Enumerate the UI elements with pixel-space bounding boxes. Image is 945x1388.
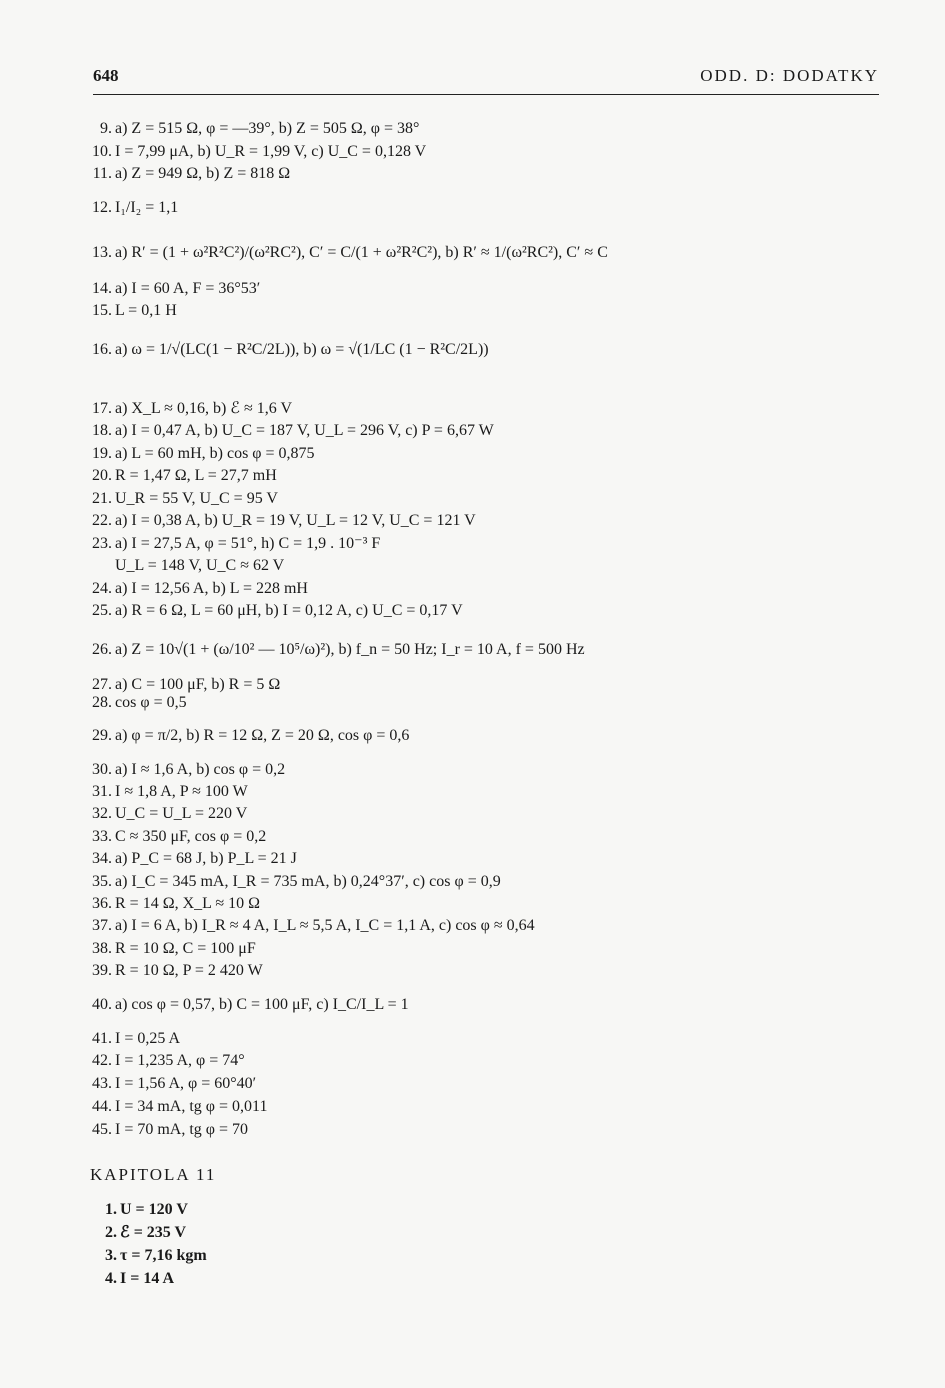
answer-text: a) I ≈ 1,6 A, b) cos φ = 0,2 [115, 761, 286, 778]
answer-text: I = 1,56 A, φ = 60°40′ [115, 1075, 257, 1092]
answer-number: 12. [92, 199, 112, 216]
answer-line [0, 198, 178, 218]
answer-line [0, 601, 463, 621]
answer-line [0, 1120, 248, 1140]
answer-line [0, 1246, 207, 1266]
answer-line [0, 961, 263, 981]
answer-line [0, 466, 277, 486]
answer-number: 25. [92, 602, 112, 619]
answer-text: I = 7,99 μA, b) U_R = 1,99 V, c) U_C = 0,128 V [115, 143, 427, 160]
answer-line [0, 872, 501, 892]
answer-text: L = 0,1 H [115, 302, 177, 319]
answer-number: 28. [92, 694, 112, 711]
answer-line [0, 804, 247, 824]
answer-text: U = 120 V [120, 1201, 188, 1218]
answer-text: a) Z = 10√(1 + (ω/10² — 10⁵/ω)²), b) f_n = 50 Hz; I_r = 10 A, f = 500 Hz [115, 641, 585, 658]
answer-number: 35. [92, 873, 112, 890]
answer-text: U_R = 55 V, U_C = 95 V [115, 490, 278, 507]
answer-text: a) I = 6 A, b) I_R ≈ 4 A, I_L ≈ 5,5 A, I_C = 1,1 A, c) cos φ ≈ 0,64 [115, 917, 535, 934]
answer-number: 39. [92, 962, 112, 979]
answer-line [0, 726, 409, 746]
answer-number: 29. [92, 727, 112, 744]
answer-number: 24. [92, 580, 112, 597]
answer-text: U_C = U_L = 220 V [115, 805, 248, 822]
answer-number: 37. [92, 917, 112, 934]
answer-line [0, 444, 315, 464]
answer-number: 22. [92, 512, 112, 529]
answer-text: R = 10 Ω, C = 100 μF [115, 940, 256, 957]
answer-line [0, 301, 177, 321]
answer-line [0, 511, 476, 531]
answer-text: a) Z = 515 Ω, φ = —39°, b) Z = 505 Ω, φ = 38° [115, 120, 420, 137]
answer-line [0, 1051, 245, 1071]
answer-number: 1. [105, 1201, 117, 1218]
answer-number: 4. [105, 1270, 117, 1287]
answer-line [0, 1029, 180, 1049]
answer-number: 33. [92, 828, 112, 845]
answer-text: a) I = 0,47 A, b) U_C = 187 V, U_L = 296 V, c) P = 6,67 W [115, 422, 494, 439]
answer-number: 42. [92, 1052, 112, 1069]
answer-text: a) I = 60 A, F = 36°53′ [115, 280, 261, 297]
answer-number: 23. [92, 535, 112, 552]
answer-line [0, 693, 187, 713]
answer-line [0, 164, 290, 184]
answer-text: cos φ = 0,5 [115, 694, 187, 711]
answer-text: I = 1,235 A, φ = 74° [115, 1052, 245, 1069]
answer-line [0, 340, 489, 360]
answer-line [0, 782, 248, 802]
answer-text: a) I = 12,56 A, b) L = 228 mH [115, 580, 308, 597]
answer-number: 21. [92, 490, 112, 507]
answer-number: 36. [92, 895, 112, 912]
answer-text: I = 34 mA, tg φ = 0,011 [115, 1098, 268, 1115]
answer-text: a) φ = π/2, b) R = 12 Ω, Z = 20 Ω, cos φ = 0,6 [115, 727, 410, 744]
answer-line [0, 142, 426, 162]
answer-text: a) X_L ≈ 0,16, b) ℰ ≈ 1,6 V [115, 400, 293, 417]
answer-number: 9. [100, 120, 112, 137]
answer-text: a) cos φ = 0,57, b) C = 100 μF, c) I_C/I_L = 1 [115, 996, 409, 1013]
answer-number: 32. [92, 805, 112, 822]
answer-text: R = 10 Ω, P = 2 420 W [115, 962, 263, 979]
answer-text: I = 14 A [120, 1270, 175, 1287]
running-title: ODD. D: DODATKY [700, 66, 879, 85]
answer-text: a) I_C = 345 mA, I_R = 735 mA, b) 0,24°37′, c) cos φ = 0,9 [115, 873, 501, 890]
answer-number: 14. [92, 280, 112, 297]
answer-number: 20. [92, 467, 112, 484]
answer-line [0, 1223, 186, 1243]
answer-number: 26. [92, 641, 112, 658]
answer-text: a) R = 6 Ω, L = 60 μH, b) I = 0,12 A, c) U_C = 0,17 V [115, 602, 463, 619]
answer-line [0, 849, 297, 869]
page-number: 648 [93, 66, 119, 85]
answer-text: a) Z = 949 Ω, b) Z = 818 Ω [115, 165, 291, 182]
answer-text: a) L = 60 mH, b) cos φ = 0,875 [115, 445, 315, 462]
answer-line [0, 579, 308, 599]
answer-text: ℰ = 235 V [120, 1224, 187, 1241]
answer-number: 41. [92, 1030, 112, 1047]
answer-line [0, 995, 409, 1015]
answer-number: 17. [92, 400, 112, 417]
answer-line [0, 1269, 174, 1289]
answer-text: a) P_C = 68 J, b) P_L = 21 J [115, 850, 297, 867]
answer-number: 27. [92, 676, 112, 693]
answer-text: I ≈ 1,8 A, P ≈ 100 W [115, 783, 248, 800]
answer-text: R = 1,47 Ω, L = 27,7 mH [115, 467, 277, 484]
answer-number: 2. [105, 1224, 117, 1241]
answer-number: 43. [92, 1075, 112, 1092]
answer-number: 15. [92, 302, 112, 319]
answer-line [0, 640, 585, 660]
page-header [93, 66, 879, 95]
answer-text: U_L = 148 V, U_C ≈ 62 V [115, 557, 285, 574]
answer-number: 31. [92, 783, 112, 800]
answer-line [0, 556, 284, 576]
answer-line [0, 489, 278, 509]
answer-line [0, 399, 292, 419]
answer-number: 13. [92, 244, 112, 261]
answer-text: a) I = 27,5 A, φ = 51°, h) C = 1,9 . 10⁻³ F [115, 535, 381, 552]
answer-number: 38. [92, 940, 112, 957]
answer-number: 34. [92, 850, 112, 867]
answer-line [0, 421, 494, 441]
answer-line [0, 279, 260, 299]
answer-text: a) I = 0,38 A, b) U_R = 19 V, U_L = 12 V, U_C = 121 V [115, 512, 476, 529]
answer-text: I = 0,25 A [115, 1030, 181, 1047]
answer-text: a) R′ = (1 + ω²R²C²)/(ω²RC²), C′ = C/(1 + ω²R²C²), b) R′ ≈ 1/(ω²RC²), C′ ≈ C [115, 244, 608, 261]
answer-line [0, 243, 608, 263]
answer-text: a) ω = 1/√(LC(1 − R²C/2L)), b) ω = √(1/LC (1 − R²C/2L)) [115, 341, 489, 358]
answer-number: 11. [92, 165, 112, 182]
answer-text: a) C = 100 μF, b) R = 5 Ω [115, 676, 281, 693]
answer-line [0, 1074, 256, 1094]
section-heading: KAPITOLA 11 [90, 1165, 217, 1184]
answer-line [0, 760, 285, 780]
answer-number: 18. [92, 422, 112, 439]
answer-number: 30. [92, 761, 112, 778]
answer-text: C ≈ 350 μF, cos φ = 0,2 [115, 828, 267, 845]
answer-text: R = 14 Ω, X_L ≈ 10 Ω [115, 895, 260, 912]
answer-number: 40. [92, 996, 112, 1013]
answer-line [0, 534, 380, 554]
answer-line [0, 894, 260, 914]
answer-text: I₁/I₂ = 1,1 [115, 199, 179, 216]
answer-number: 19. [92, 445, 112, 462]
answer-text: τ = 7,16 kgm [120, 1247, 207, 1264]
answer-number: 10. [92, 143, 112, 160]
answer-line [0, 827, 266, 847]
answer-line [0, 939, 256, 959]
answer-text: I = 70 mA, tg φ = 70 [115, 1121, 249, 1138]
answer-number: 3. [105, 1247, 117, 1264]
answer-line [0, 675, 280, 695]
answer-line [0, 119, 419, 139]
answer-line [0, 1200, 188, 1220]
answer-line [0, 1097, 267, 1117]
answer-line [0, 916, 535, 936]
answer-number: 44. [92, 1098, 112, 1115]
answer-number: 45. [92, 1121, 112, 1138]
answer-number: 16. [92, 341, 112, 358]
